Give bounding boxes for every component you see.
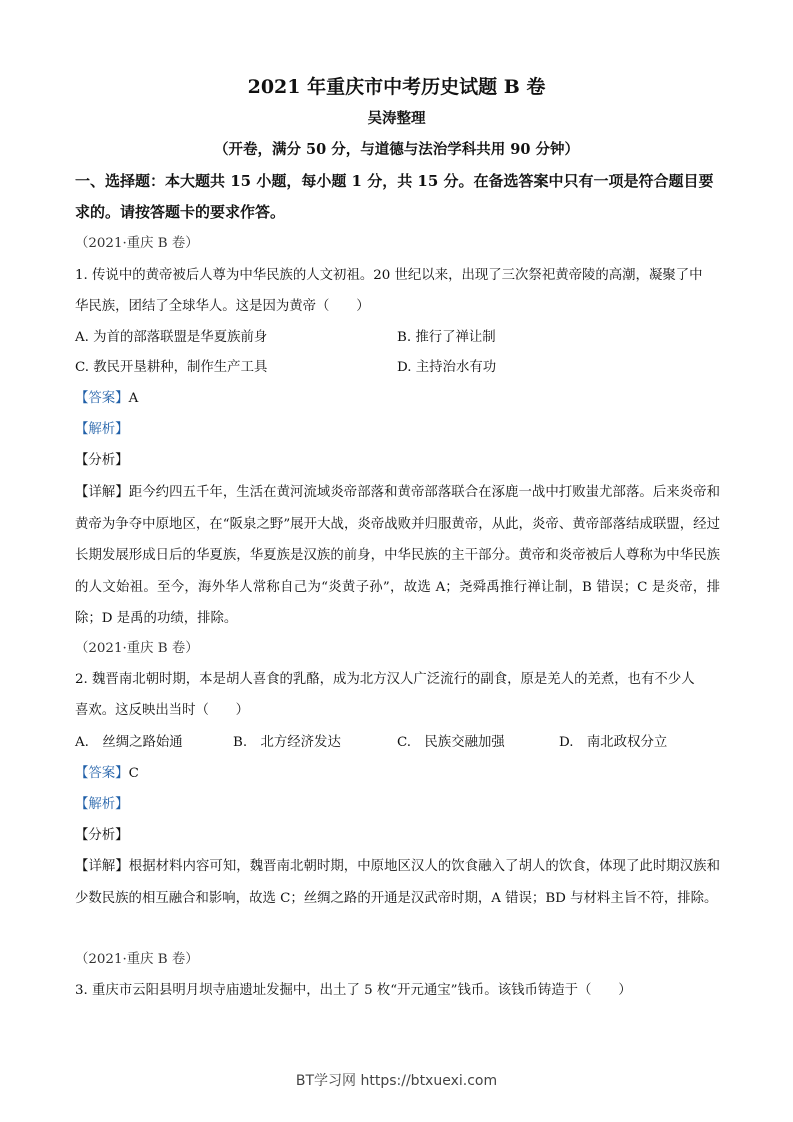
question-1-option-a: A. 为首的部落联盟是华夏族前身 — [75, 330, 268, 345]
question-1-detail: 【详解】距今约四五千年，生活在黄河流域炎帝部落和黄帝部落联合在涿鹿一战中打败蚩尤部落。后来炎帝和黄帝为争夺中原地区，在“阪泉之野”展开大战，炎帝战败并归服黄帝，从此，炎帝、黄帝部落结成联盟，经过长期发展形成日后的华夏族，华夏族是汉族的前身，中华民族的主干部分。黄帝和炎帝被后人尊称为中华民族的人文始祖。至今，海外华人常称自己为“炎黄子孙”，故选 A；尧舜禹推行禅让制，B 错误；C 是炎帝，排除；D 是禹的功绩，排除。 — [75, 485, 720, 626]
question-2-option-c: C. 民族交融加强 — [397, 735, 505, 750]
question-2-stem-line-1: 2. 魏晋南北朝时期，本是胡人喜食的乳酪，成为北方汉人广泛流行的副食，原是羌人的羌煮，也有不少人 — [75, 672, 695, 687]
answer-value: A — [128, 391, 139, 406]
document-subtitle: （开卷，满分 50 分，与道德与法治学科共用 90 分钟） — [213, 141, 580, 158]
question-3-source: （2021·重庆 B 卷） — [75, 952, 199, 967]
question-2-fenxi-label: 【分析】 — [75, 828, 129, 843]
question-2-option-a: A. 丝绸之路始通 — [75, 735, 183, 750]
question-1-answer — [75, 389, 138, 409]
answer-label: 【答案】 — [75, 766, 129, 781]
question-2-stem-line-2: 喜欢。这反映出当时（ ） — [75, 703, 250, 718]
question-1-stem-line-1: 1. 传说中的黄帝被后人尊为中华民族的人文初祖。20 世纪以来，出现了三次祭祀黄帝陵的高潮，凝聚了中 — [75, 268, 703, 283]
document-author: 吴涛整理 — [367, 110, 426, 127]
section-heading: 一、选择题：本大题共 15 小题，每小题 1 分，共 15 分。在备选答案中只有一项是符合题目要求的。请按答题卡的要求作答。 — [75, 172, 714, 221]
document-title: 2021 年重庆市中考历史试题 B 卷 — [247, 76, 546, 98]
answer-label: 【答案】 — [75, 391, 129, 406]
question-2-source: （2021·重庆 B 卷） — [75, 641, 199, 656]
question-3-stem-line-1: 3. 重庆市云阳县明月坝寺庙遗址发掘中，出土了 5 枚“开元通宝”钱币。该钱币铸造于（ ） — [75, 983, 632, 998]
question-1-analysis-label: 【解析】 — [75, 422, 129, 437]
question-1-fenxi-label: 【分析】 — [75, 453, 129, 468]
question-2-answer — [75, 764, 139, 784]
question-2-option-b: B. 北方经济发达 — [233, 735, 341, 750]
question-1-option-c: C. 教民开垦耕种，制作生产工具 — [75, 360, 268, 375]
question-2-option-d: D. 南北政权分立 — [559, 735, 668, 750]
question-2-detail: 【详解】根据材料内容可知，魏晋南北朝时期，中原地区汉人的饮食融入了胡人的饮食，体现了此时期汉族和少数民族的相互融合和影响，故选 C；丝绸之路的开通是汉武帝时期，A 错误；BD 与材料主旨不符，排除。 — [75, 859, 720, 906]
page-footer: BT学习网 https://btxuexi.com — [295, 1073, 498, 1089]
question-1-option-b: B. 推行了禅让制 — [397, 330, 496, 345]
answer-value: C — [128, 766, 139, 781]
question-1-stem-line-2: 华民族，团结了全球华人。这是因为黄帝（ ） — [75, 299, 370, 314]
question-1-source: （2021·重庆 B 卷） — [75, 236, 199, 251]
question-2-analysis-label: 【解析】 — [75, 797, 129, 812]
question-1-option-d: D. 主持治水有功 — [397, 360, 497, 375]
